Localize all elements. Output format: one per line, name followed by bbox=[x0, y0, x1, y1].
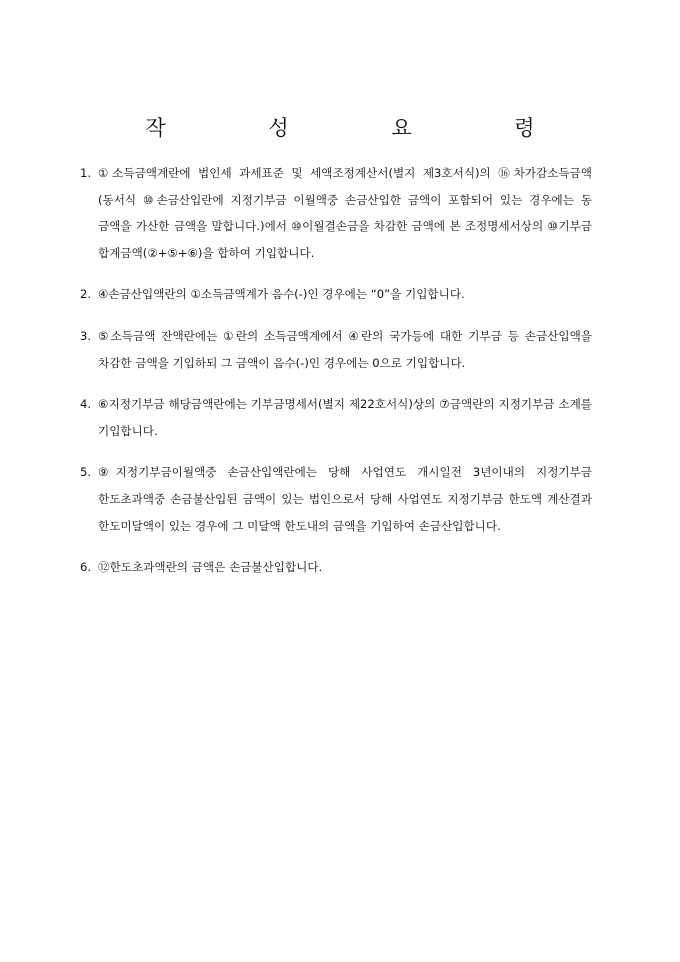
instruction-number: 6. bbox=[80, 560, 92, 575]
document-title: 작 성 요 령 bbox=[145, 116, 583, 140]
instruction-item-4 bbox=[80, 391, 592, 444]
instruction-number: 2. bbox=[80, 287, 92, 302]
instruction-text: ①소득금액계란에 법인세 과세표준 및 세액조정계산서(별지 제3호서식)의 ⑯차가감소득금액(동서식 ⑩손금산입란에 지정기부금 이월액중 손금산입한 금액이 포함되어 있는 경우에는 동 금액을 가산한 금액을 말합니다.)에서 ⑩이월결손금을 차감한 금액에 본 조정명세서상의 ⑩기부금 합계금액(②+⑤+⑥)을 합하여 기입합니다. bbox=[98, 166, 592, 260]
instruction-text: ⑫한도초과액란의 금액은 손금불산입합니다. bbox=[98, 560, 323, 575]
instruction-number: 1. bbox=[80, 166, 92, 180]
instruction-text: ④손금산입액란의 ①소득금액계가 음수(-)인 경우에는 “0”을 기입합니다. bbox=[98, 287, 465, 302]
instruction-number: 4. bbox=[80, 397, 92, 412]
instruction-item-3 bbox=[80, 323, 592, 376]
instruction-number: 3. bbox=[80, 328, 92, 343]
instruction-item-6 bbox=[80, 554, 592, 581]
instruction-item-5 bbox=[80, 459, 592, 539]
instruction-list bbox=[80, 160, 592, 596]
instruction-item-1 bbox=[80, 160, 592, 266]
instruction-text: ⑨지정기부금이월액중 손금산입액란에는 당해 사업연도 개시일전 3년이내의 지정기부금 한도초과액중 손금불산입된 금액이 있는 법인으로서 당해 사업연도 지정기부금 한도액 계산결과 한도미달액이 있는 경우에 그 미달액 한도내의 금액을 기입하여 손금산입합니다. bbox=[98, 465, 592, 533]
instruction-text: ⑤소득금액 잔액란에는 ①란의 소득금액계에서 ④란의 국가등에 대한 기부금 등 손금산입액을 차감한 금액을 기입하되 그 금액이 음수(-)인 경우에는 0으로 기입합니다. bbox=[98, 328, 592, 370]
instruction-text: ⑥지정기부금 해당금액란에는 기부금명세서(별지 제22호서식)상의 ⑦금액란의 지정기부금 소계를 기입합니다. bbox=[98, 397, 592, 438]
instruction-item-2 bbox=[80, 281, 592, 308]
instruction-number: 5. bbox=[80, 465, 92, 480]
